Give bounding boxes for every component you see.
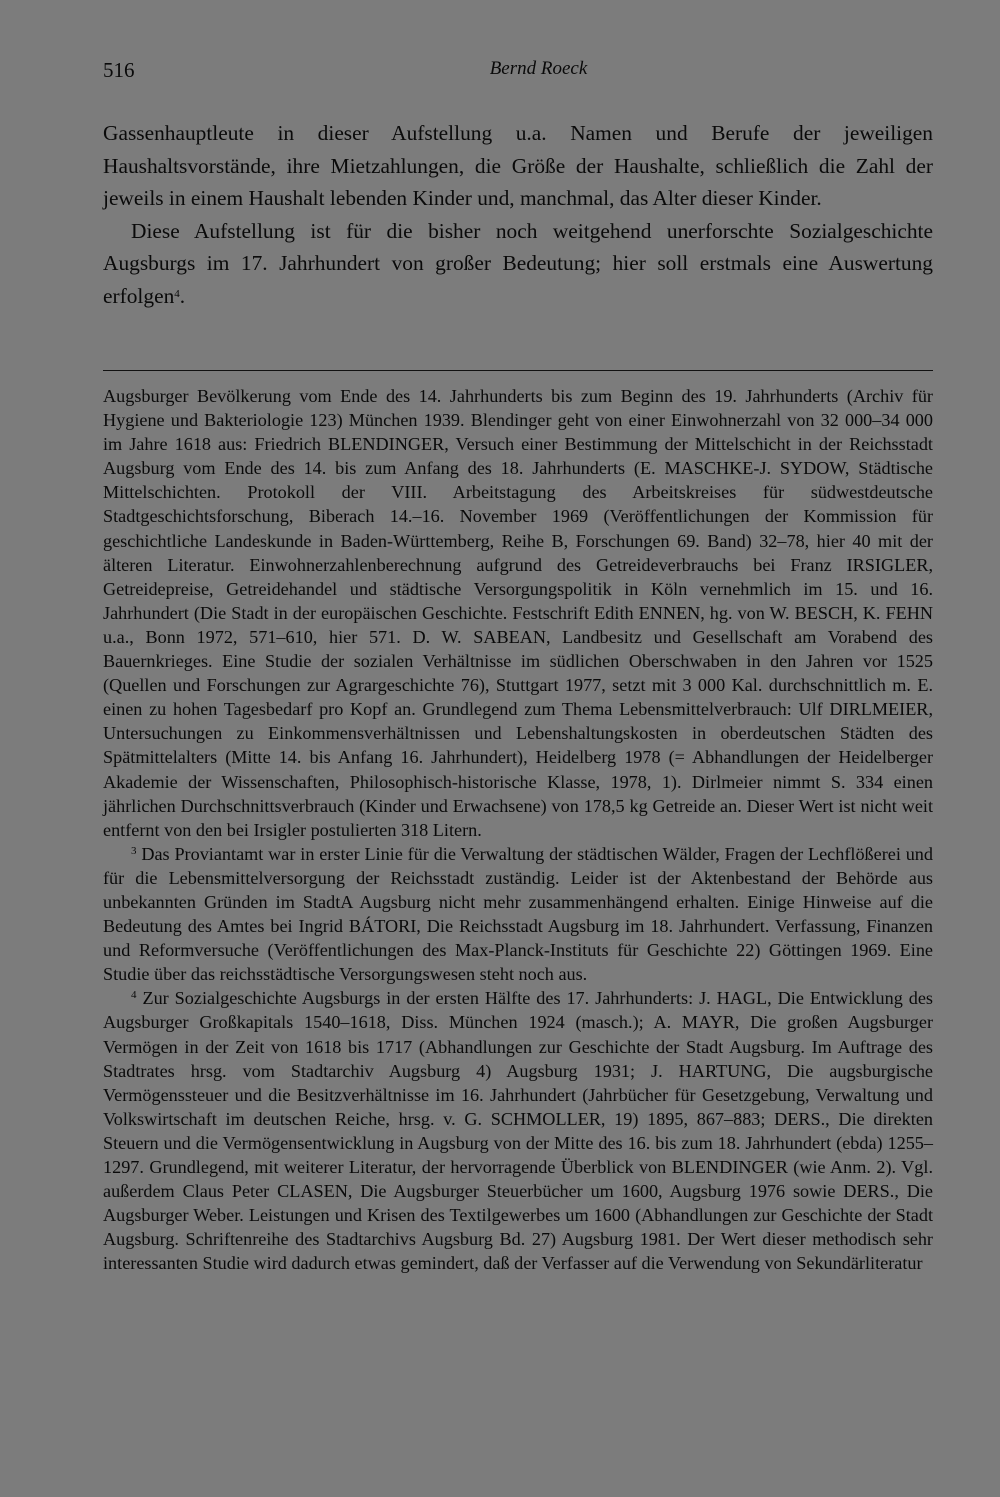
- running-title: Bernd Roeck: [489, 58, 588, 79]
- footnote-3: [103, 842, 933, 987]
- footnote-3-marker: 3: [131, 844, 137, 857]
- footnote-4-marker: 4: [131, 989, 137, 1002]
- footnote-4-text: Zur Sozialgeschichte Augsburgs in der ersten Hälfte des 17. Jahrhunderts: J. HAGL, Die Entwicklung des Augsburger Großkapitals 1540–1618, Diss. München 1924 (masch.); A. MAYR, Die großen Augsburger Vermögen in der Zeit von 1618 bis 1717 (Abhandlungen zur Geschichte der Stadt Augsburg. Im Auftrage des Stadtrates hrsg. vom Stadtarchiv Augsburg 4) Augsburg 1931; J. HARTUNG, Die augsburgische Vermögenssteuer und die Besitzverhältnisse im 16. Jahrhundert (Jahrbücher für Gesetzgebung, Verwaltung und Volkswirtschaft im deutschen Reiche, hrsg. v. G. SCHMOLLER, 19) 1895, 867–883; DERS., Die direkten Steuern und die Vermögensentwicklung in Augsburg von der Mitte des 16. bis zum 18. Jahrhundert (ebda) 1255–1297. Grundlegend, mit weiterer Literatur, der hervorragende Überblick von BLENDINGER (wie Anm. 2). Vgl. außerdem Claus Peter CLASEN, Die Augsburger Steuerbücher um 1600, Augsburg 1976 sowie DERS., Die Augsburger Weber. Leistungen und Krisen des Textilgewerbes um 1600 (Abhandlungen zur Geschichte der Stadt Augsburg. Schriftenreihe des Stadtarchivs Augsburg Bd. 27) Augsburg 1981. Der Wert dieser methodisch sehr interessanten Studie wird dadurch etwas gemindert, daß der Verfasser auf die Verwendung von Sekundärliteratur: [103, 988, 934, 1274]
- paragraph-2-text: Diese Aufstellung ist für die bisher noch weitgehend unerforschte Sozialgeschichte Augsburgs im 17. Jahrhundert von großer Bedeutung; hier soll erstmals eine Auswertung erfolgen: [103, 218, 933, 308]
- page-number: 516: [103, 58, 135, 82]
- footnote-2-continued: Augsburger Bevölkerung vom Ende des 14. Jahrhunderts bis zum Beginn des 19. Jahrhunderts (Archiv für Hygiene und Bakteriologie 123) München 1939. Blendinger geht von einer Einwohnerzahl von 32 000–34 000 im Jahre 1618 aus: Friedrich BLENDINGER, Versuch einer Bestimmung der Mittelschicht in der Reichsstadt Augsburg vom Ende des 14. bis zum Anfang des 18. Jahrhunderts (E. MASCHKE-J. SYDOW, Städtische Mittelschichten. Protokoll der VIII. Arbeitstagung des Arbeitskreises für südwestdeutsche Stadtgeschichtsforschung, Biberach 14.–16. November 1969 (Veröffentlichungen der Kommission für geschichtliche Landeskunde in Baden-Württemberg, Reihe B, Forschungen 69. Band) 32–78, hier 40 mit der älteren Literatur. Einwohnerzahlenberechnung aufgrund des Getreideverbrauchs bei Franz IRSIGLER, Getreidepreise, Getreidehandel und städtische Versorgungspolitik in Köln vernehmlich im 15. und 16. Jahrhundert (Die Stadt in der europäischen Geschichte. Festschrift Edith ENNEN, hg. von W. BESCH, K. FEHN u.a., Bonn 1972, 571–610, hier 571. D. W. SABEAN, Landbesitz und Gesellschaft am Vorabend des Bauernkrieges. Eine Studie der sozialen Verhältnisse im südlichen Oberschwaben in den Jahren vor 1525 (Quellen und Forschungen zur Agrargeschichte 76), Stuttgart 1977, setzt mit 3 000 Kal. durchschnittlich m. E. einen zu hohen Tagesbedarf pro Kopf an. Grundlegend zum Thema Lebensmittelverbrauch: Ulf DIRLMEIER, Untersuchungen zu Einkommensverhältnissen und Lebenshaltungskosten in oberdeutschen Städten des Spätmittelalters (Mitte 14. bis Anfang 16. Jahrhundert), Heidelberg 1978 (= Abhandlungen der Heidelberger Akademie der Wissenschaften, Philosophisch-historische Klasse, 1978, 1). Dirlmeier nimmt S. 334 einen jährlichen Durchschnittsverbrauch (Kinder und Erwachsene) von 178,5 kg Getreide an. Dieser Wert ist nicht weit entfernt von den bei Irsigler postulierten 318 Litern.: [103, 386, 933, 840]
- paragraph-2: [103, 215, 933, 313]
- footnote-4: [103, 986, 933, 1275]
- footnote-3-text: Das Proviantamt war in erster Linie für die Verwaltung der städtischen Wälder, Fragen der Lechflößerei und für die Lebensmittelversorgung der Reichsstadt zuständig. Leider ist der Aktenbestand der Behörde aus unbekannten Gründen im StadtA Augsburg nicht mehr zusammenhängend erhalten. Einige Hinweise auf die Bedeutung des Amtes bei Ingrid BÁTORI, Die Reichsstadt Augsburg im 18. Jahrhundert. Verfassung, Finanzen und Reformversuche (Veröffentlichungen des Max-Planck-Instituts für Geschichte 22) Göttingen 1969. Eine Studie über das reichsstädtische Versorgungswesen steht noch aus.: [103, 843, 933, 985]
- main-text: [103, 117, 933, 312]
- paragraph-2-end: .: [179, 283, 186, 308]
- footnote-separator: [103, 370, 933, 371]
- paragraph-1: Gassenhauptleute in dieser Aufstellung u.a. Namen und Berufe der jeweiligen Haushaltsvorstände, ihre Mietzahlungen, die Größe der Haushalte, schließlich die Zahl der jeweils in einem Haushalt lebenden Kinder und, manchmal, das Alter dieser Kinder.: [103, 121, 933, 210]
- footnote-ref-4: 4: [174, 287, 180, 300]
- footnotes: [103, 384, 933, 1275]
- page-header: [103, 58, 934, 86]
